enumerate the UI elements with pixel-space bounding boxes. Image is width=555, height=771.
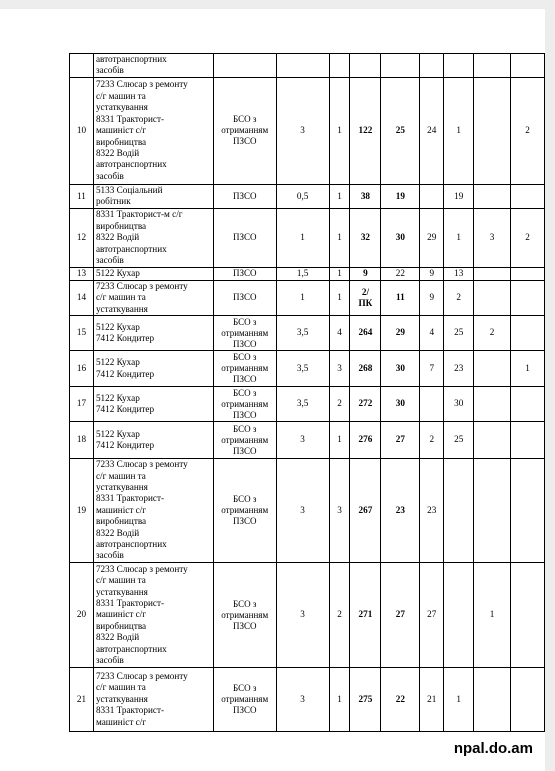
group-number-cell: 122 — [350, 77, 381, 184]
value-cell: 29 — [420, 208, 444, 267]
training-years-cell: 0,5 — [276, 184, 329, 208]
row-number: 17 — [70, 387, 94, 422]
value-cell: 2 — [444, 280, 474, 315]
value-cell: 9 — [420, 280, 444, 315]
table-row — [70, 351, 545, 387]
students-count-cell: 22 — [381, 668, 420, 732]
students-count-cell: 11 — [381, 280, 420, 315]
viewer-scrollbar[interactable] — [545, 0, 555, 771]
row-number: 11 — [70, 184, 94, 208]
group-number-cell: 264 — [350, 316, 381, 351]
group-number-cell: 275 — [350, 668, 381, 732]
value-cell — [474, 280, 511, 315]
value-cell — [511, 668, 545, 732]
row-number: 10 — [70, 77, 94, 184]
viewer-top-bar — [0, 0, 555, 9]
students-count-cell: 30 — [381, 208, 420, 267]
value-cell: 1 — [474, 563, 511, 668]
table-row — [70, 316, 545, 351]
enrollment-table — [69, 53, 545, 732]
row-number — [70, 54, 94, 78]
value-cell — [511, 280, 545, 315]
value-cell — [511, 563, 545, 668]
training-years-cell: 1,5 — [276, 267, 329, 280]
education-basis-cell: БСО з отриманням ПЗСО — [213, 459, 276, 563]
profession-cell: 7233 Слюсар з ремонту с/г машин та устаткування 8331 Тракторист- машиніст с/г виробництва 8322 Водій автотранспортних засобів — [93, 563, 213, 668]
profession-cell: 5133 Соціальний робітник — [93, 184, 213, 208]
course-cell: 3 — [329, 351, 350, 387]
value-cell — [420, 54, 444, 78]
value-cell — [511, 459, 545, 563]
table-row — [70, 668, 545, 732]
table-row — [70, 77, 545, 184]
training-years-cell: 3,5 — [276, 387, 329, 422]
group-number-cell: 38 — [350, 184, 381, 208]
course-cell: 2 — [329, 563, 350, 668]
profession-cell: 5122 Кухар 7412 Кондитер — [93, 387, 213, 422]
students-count-cell: 23 — [381, 459, 420, 563]
education-basis-cell: ПЗСО — [213, 280, 276, 315]
course-cell: 2 — [329, 387, 350, 422]
table-row — [70, 459, 545, 563]
training-years-cell — [276, 54, 329, 78]
table-row — [70, 267, 545, 280]
course-cell: 4 — [329, 316, 350, 351]
value-cell — [474, 54, 511, 78]
row-number: 15 — [70, 316, 94, 351]
education-basis-cell: ПЗСО — [213, 267, 276, 280]
value-cell — [511, 184, 545, 208]
group-number-cell: 32 — [350, 208, 381, 267]
value-cell — [511, 267, 545, 280]
table-row — [70, 422, 545, 459]
group-number-cell: 267 — [350, 459, 381, 563]
row-number: 13 — [70, 267, 94, 280]
education-basis-cell: БСО з отриманням ПЗСО — [213, 316, 276, 351]
table-row — [70, 387, 545, 422]
education-basis-cell: БСО з отриманням ПЗСО — [213, 563, 276, 668]
course-cell: 1 — [329, 208, 350, 267]
students-count-cell: 30 — [381, 351, 420, 387]
table-row — [70, 280, 545, 315]
value-cell — [444, 459, 474, 563]
value-cell — [474, 267, 511, 280]
education-basis-cell: ПЗСО — [213, 208, 276, 267]
training-years-cell: 3,5 — [276, 351, 329, 387]
value-cell: 25 — [444, 422, 474, 459]
group-number-cell: 2/ ПК — [350, 280, 381, 315]
value-cell: 1 — [511, 351, 545, 387]
students-count-cell: 19 — [381, 184, 420, 208]
row-number: 16 — [70, 351, 94, 387]
training-years-cell: 3 — [276, 422, 329, 459]
row-number: 20 — [70, 563, 94, 668]
table-row — [70, 54, 545, 78]
training-years-cell: 3 — [276, 77, 329, 184]
value-cell: 30 — [444, 387, 474, 422]
value-cell — [420, 184, 444, 208]
profession-cell: 7233 Слюсар з ремонту с/г машин та устаткування 8331 Тракторист- машиніст с/г виробництва 8322 Водій автотранспортних засобів — [93, 77, 213, 184]
course-cell — [329, 54, 350, 78]
students-count-cell: 25 — [381, 77, 420, 184]
profession-cell: 7233 Слюсар з ремонту с/г машин та устаткування 8331 Тракторист- машиніст с/г виробництва 8322 Водій автотранспортних засобів — [93, 459, 213, 563]
group-number-cell: 271 — [350, 563, 381, 668]
value-cell — [474, 351, 511, 387]
profession-cell: 5122 Кухар — [93, 267, 213, 280]
value-cell — [474, 668, 511, 732]
students-count-cell: 30 — [381, 387, 420, 422]
group-number-cell: 9 — [350, 267, 381, 280]
course-cell: 1 — [329, 77, 350, 184]
value-cell: 2 — [474, 316, 511, 351]
profession-cell: 8331 Тракторист-м с/г виробництва 8322 Водій автотранспортних засобів — [93, 208, 213, 267]
document-page — [0, 9, 545, 771]
value-cell: 9 — [420, 267, 444, 280]
value-cell: 2 — [420, 422, 444, 459]
profession-cell: 7233 Слюсар з ремонту с/г машин та устаткування 8331 Тракторист- машиніст с/г — [93, 668, 213, 732]
value-cell: 23 — [444, 351, 474, 387]
profession-cell: 5122 Кухар 7412 Кондитер — [93, 422, 213, 459]
value-cell: 2 — [511, 77, 545, 184]
course-cell: 1 — [329, 668, 350, 732]
value-cell — [474, 422, 511, 459]
value-cell — [511, 54, 545, 78]
value-cell: 7 — [420, 351, 444, 387]
education-basis-cell — [213, 54, 276, 78]
value-cell — [511, 387, 545, 422]
training-years-cell: 3 — [276, 563, 329, 668]
training-years-cell: 3,5 — [276, 316, 329, 351]
education-basis-cell: БСО з отриманням ПЗСО — [213, 668, 276, 732]
profession-cell: 7233 Слюсар з ремонту с/г машин та устаткування — [93, 280, 213, 315]
profession-cell: 5122 Кухар 7412 Кондитер — [93, 316, 213, 351]
education-basis-cell: БСО з отриманням ПЗСО — [213, 422, 276, 459]
row-number: 21 — [70, 668, 94, 732]
students-count-cell: 27 — [381, 422, 420, 459]
education-basis-cell: БСО з отриманням ПЗСО — [213, 77, 276, 184]
value-cell: 1 — [444, 208, 474, 267]
value-cell: 23 — [420, 459, 444, 563]
students-count-cell — [381, 54, 420, 78]
value-cell: 19 — [444, 184, 474, 208]
profession-cell: 5122 Кухар 7412 Кондитер — [93, 351, 213, 387]
value-cell — [474, 77, 511, 184]
students-count-cell: 27 — [381, 563, 420, 668]
profession-cell: автотранспортних засобів — [93, 54, 213, 78]
group-number-cell: 268 — [350, 351, 381, 387]
training-years-cell: 3 — [276, 459, 329, 563]
value-cell — [474, 387, 511, 422]
row-number: 19 — [70, 459, 94, 563]
value-cell: 2 — [511, 208, 545, 267]
group-number-cell: 276 — [350, 422, 381, 459]
value-cell: 4 — [420, 316, 444, 351]
site-watermark: npal.do.am — [453, 740, 533, 757]
students-count-cell: 29 — [381, 316, 420, 351]
training-years-cell: 3 — [276, 668, 329, 732]
value-cell — [511, 422, 545, 459]
value-cell: 27 — [420, 563, 444, 668]
row-number: 14 — [70, 280, 94, 315]
group-number-cell — [350, 54, 381, 78]
group-number-cell: 272 — [350, 387, 381, 422]
value-cell: 1 — [444, 668, 474, 732]
row-number: 18 — [70, 422, 94, 459]
value-cell — [474, 459, 511, 563]
training-years-cell: 1 — [276, 280, 329, 315]
course-cell: 1 — [329, 267, 350, 280]
table-row — [70, 563, 545, 668]
education-basis-cell: БСО з отриманням ПЗСО — [213, 387, 276, 422]
value-cell — [444, 563, 474, 668]
course-cell: 1 — [329, 280, 350, 315]
value-cell: 24 — [420, 77, 444, 184]
value-cell — [511, 316, 545, 351]
course-cell: 3 — [329, 459, 350, 563]
value-cell: 21 — [420, 668, 444, 732]
training-years-cell: 1 — [276, 208, 329, 267]
students-count-cell: 22 — [381, 267, 420, 280]
value-cell: 1 — [444, 77, 474, 184]
table-row — [70, 184, 545, 208]
value-cell — [444, 54, 474, 78]
education-basis-cell: ПЗСО — [213, 184, 276, 208]
value-cell — [420, 387, 444, 422]
course-cell: 1 — [329, 184, 350, 208]
value-cell: 25 — [444, 316, 474, 351]
value-cell — [474, 184, 511, 208]
course-cell: 1 — [329, 422, 350, 459]
value-cell: 13 — [444, 267, 474, 280]
value-cell: 3 — [474, 208, 511, 267]
table-row — [70, 208, 545, 267]
education-basis-cell: БСО з отриманням ПЗСО — [213, 351, 276, 387]
row-number: 12 — [70, 208, 94, 267]
